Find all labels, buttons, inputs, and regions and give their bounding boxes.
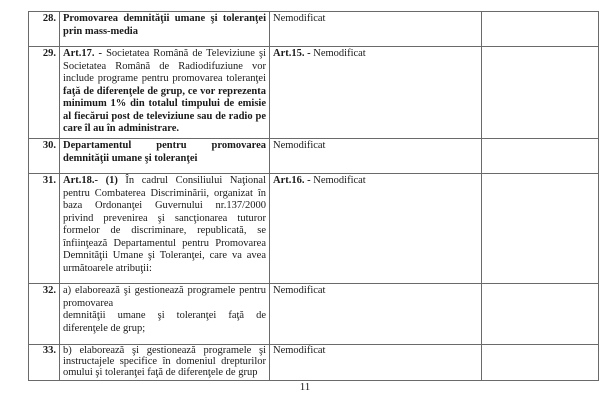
- text-segment: Art.17. -: [63, 48, 107, 59]
- text-segment: Nemodificat: [273, 13, 326, 24]
- paragraph: [273, 13, 478, 26]
- paragraph: [63, 285, 266, 310]
- text-segment: Societatea Română de Televiziune şi Societatea Română de Radiodifuziune vor include programe pentru promovarea toleranţei: [63, 48, 266, 84]
- text-segment: Nemodificat: [313, 175, 366, 186]
- table-row: [29, 345, 599, 381]
- row-empty-cell: [482, 174, 599, 284]
- text-segment: Art.16. -: [273, 175, 314, 186]
- text-segment: b) elaborează şi gestionează programele şi instructajele specifice în domeniul drepturilor omului şi toleranţei faţă de diferenţele de grup: [63, 345, 266, 378]
- text-segment: demnităţii umane şi toleranţei faţă de diferenţele de grup;: [63, 310, 266, 334]
- row-content-cell: [60, 174, 270, 284]
- row-empty-cell: [482, 47, 599, 139]
- table-body: [29, 12, 599, 381]
- table-row: [29, 47, 599, 139]
- paragraph: [273, 346, 478, 357]
- row-number-cell: 30.: [29, 139, 60, 174]
- paragraph: [273, 285, 478, 298]
- text-segment: Promovarea demnităţii umane şi toleranţei prin mass-media: [63, 13, 266, 37]
- row-number-cell: 31.: [29, 174, 60, 284]
- paragraph: [63, 346, 266, 379]
- row-empty-cell: [482, 284, 599, 345]
- text-segment: faţă de diferenţele de grup, ce vor reprezenta minimum 1% din totalul timpului de emisie al fiecărui post de televiziune sau de radio pe care îl au în administrare.: [63, 85, 266, 134]
- text-segment: Art.18.- (1): [63, 175, 126, 186]
- comparison-table: [28, 11, 599, 381]
- row-status-cell: [270, 174, 482, 284]
- row-number-cell: 28.: [29, 12, 60, 47]
- text-segment: a) elaborează şi gestionează programele pentru promovarea: [63, 285, 266, 309]
- row-content-cell: [60, 284, 270, 345]
- row-number-cell: 32.: [29, 284, 60, 345]
- text-segment: Departamentul pentru promovarea demnităţii umane şi toleranţei: [63, 140, 266, 164]
- text-segment: Nemodificat: [273, 140, 326, 151]
- row-empty-cell: [482, 139, 599, 174]
- row-number-cell: 33.: [29, 345, 60, 381]
- row-content-cell: [60, 345, 270, 381]
- text-segment: Nemodificat: [273, 285, 326, 296]
- paragraph: [63, 140, 266, 165]
- row-empty-cell: [482, 345, 599, 381]
- text-segment: Nemodificat: [313, 48, 366, 59]
- text-segment: Nemodificat: [273, 345, 326, 356]
- row-status-cell: [270, 345, 482, 381]
- table-row: [29, 174, 599, 284]
- row-status-cell: [270, 139, 482, 174]
- row-number-cell: 29.: [29, 47, 60, 139]
- text-segment: În cadrul Consiliului Naţional pentru Combaterea Discriminării, organizat în baza Ordonanţei Guvernului nr.137/2000 privind prevenirea şi sancţionarea tuturor formelor de discriminare, republicată, se înfiinţează Departamentul pentru Promovarea Demnităţii Umane şi Toleranţei, care va avea următoarele atribuţii:: [63, 175, 267, 274]
- paragraph: [63, 310, 266, 335]
- paragraph: [273, 48, 478, 61]
- paragraph: [273, 140, 478, 153]
- row-status-cell: [270, 284, 482, 345]
- row-status-cell: [270, 47, 482, 139]
- paragraph: [273, 175, 478, 188]
- row-status-cell: [270, 12, 482, 47]
- paragraph: [63, 175, 266, 275]
- page-number: 11: [299, 381, 311, 393]
- text-segment: Art.15. -: [273, 48, 314, 59]
- row-content-cell: [60, 12, 270, 47]
- table-row: [29, 284, 599, 345]
- paragraph: [63, 13, 266, 38]
- row-content-cell: [60, 47, 270, 139]
- table-row: [29, 139, 599, 174]
- table-row: [29, 12, 599, 47]
- row-empty-cell: [482, 12, 599, 47]
- paragraph: [63, 48, 266, 136]
- row-content-cell: [60, 139, 270, 174]
